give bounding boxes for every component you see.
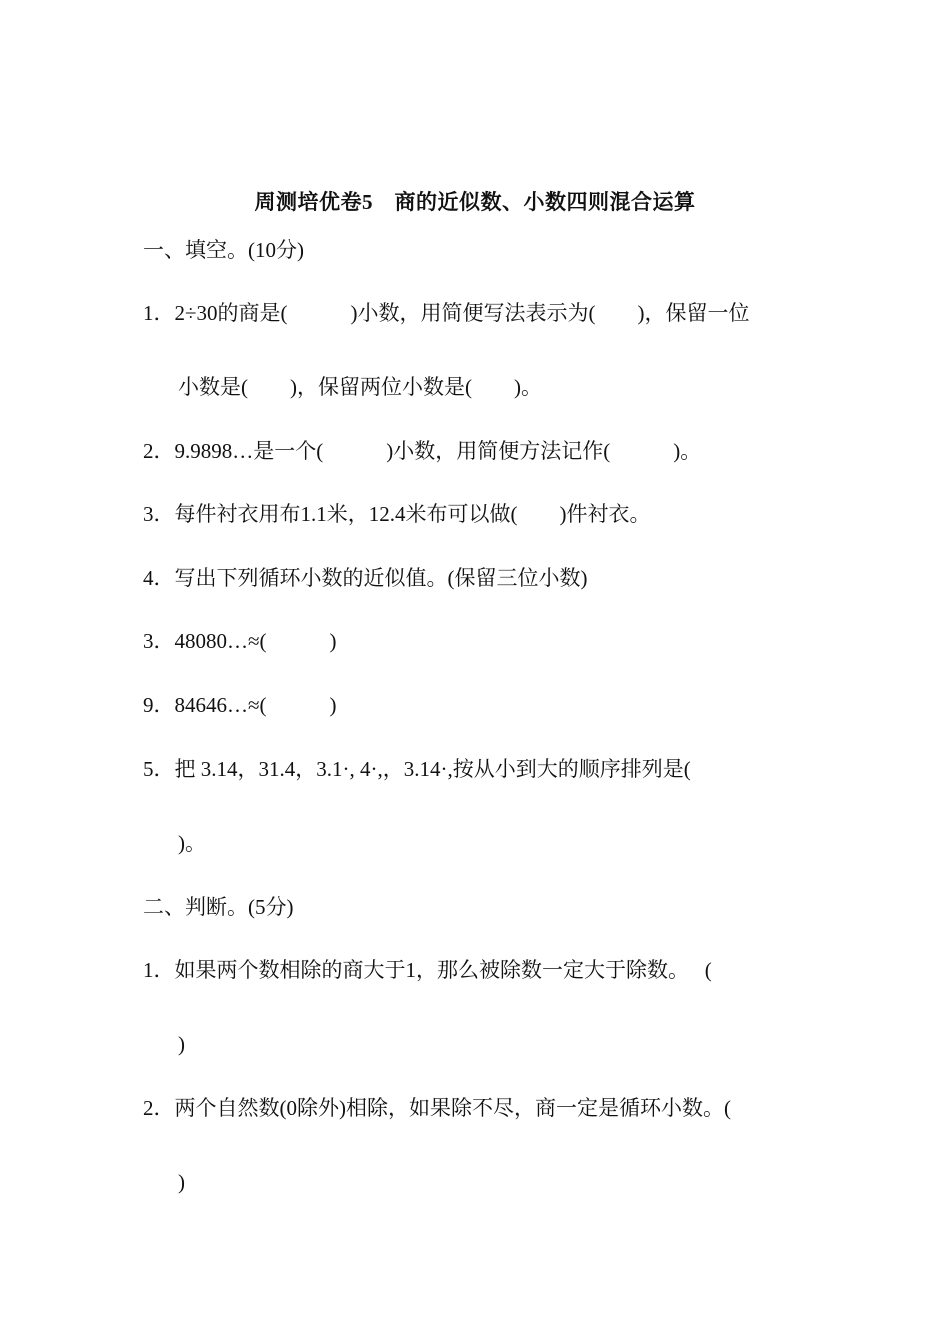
question-2: 2．9.9898…是一个( )小数，用简便方法记作( )。 — [143, 439, 702, 463]
section-heading-judge: 二、判断。(5分) — [143, 895, 294, 919]
page-title: 周测培优卷5 商的近似数、小数四则混合运算 — [254, 190, 696, 214]
section-heading-fill-blank: 一、填空。(10分) — [143, 238, 304, 262]
question-4-item-2: 9．84646…≈( ) — [143, 693, 337, 717]
judge-question-2-line-1: 2．两个自然数(0除外)相除，如果除不尽，商一定是循环小数。( — [143, 1096, 731, 1120]
question-5-line-2: )。 — [178, 831, 206, 855]
question-1-line-1: 1．2÷30的商是( )小数，用简便写法表示为( )，保留一位 — [143, 301, 750, 325]
question-5-line-1: 5．把 3.14，31.4，3.1·, 4·,，3.14·,按从小到大的顺序排列是( — [143, 757, 691, 781]
judge-question-2-line-2: ) — [178, 1170, 185, 1194]
question-4-item-1: 3．48080…≈( ) — [143, 629, 337, 653]
judge-question-1-line-2: ) — [178, 1032, 185, 1056]
judge-question-1-line-1: 1．如果两个数相除的商大于1，那么被除数一定大于除数。 ( — [143, 958, 712, 982]
question-1-line-2: 小数是( )，保留两位小数是( )。 — [178, 375, 542, 399]
question-4: 4．写出下列循环小数的近似值。(保留三位小数) — [143, 566, 588, 590]
question-3: 3．每件衬衣用布1.1米，12.4米布可以做( )件衬衣。 — [143, 502, 651, 526]
